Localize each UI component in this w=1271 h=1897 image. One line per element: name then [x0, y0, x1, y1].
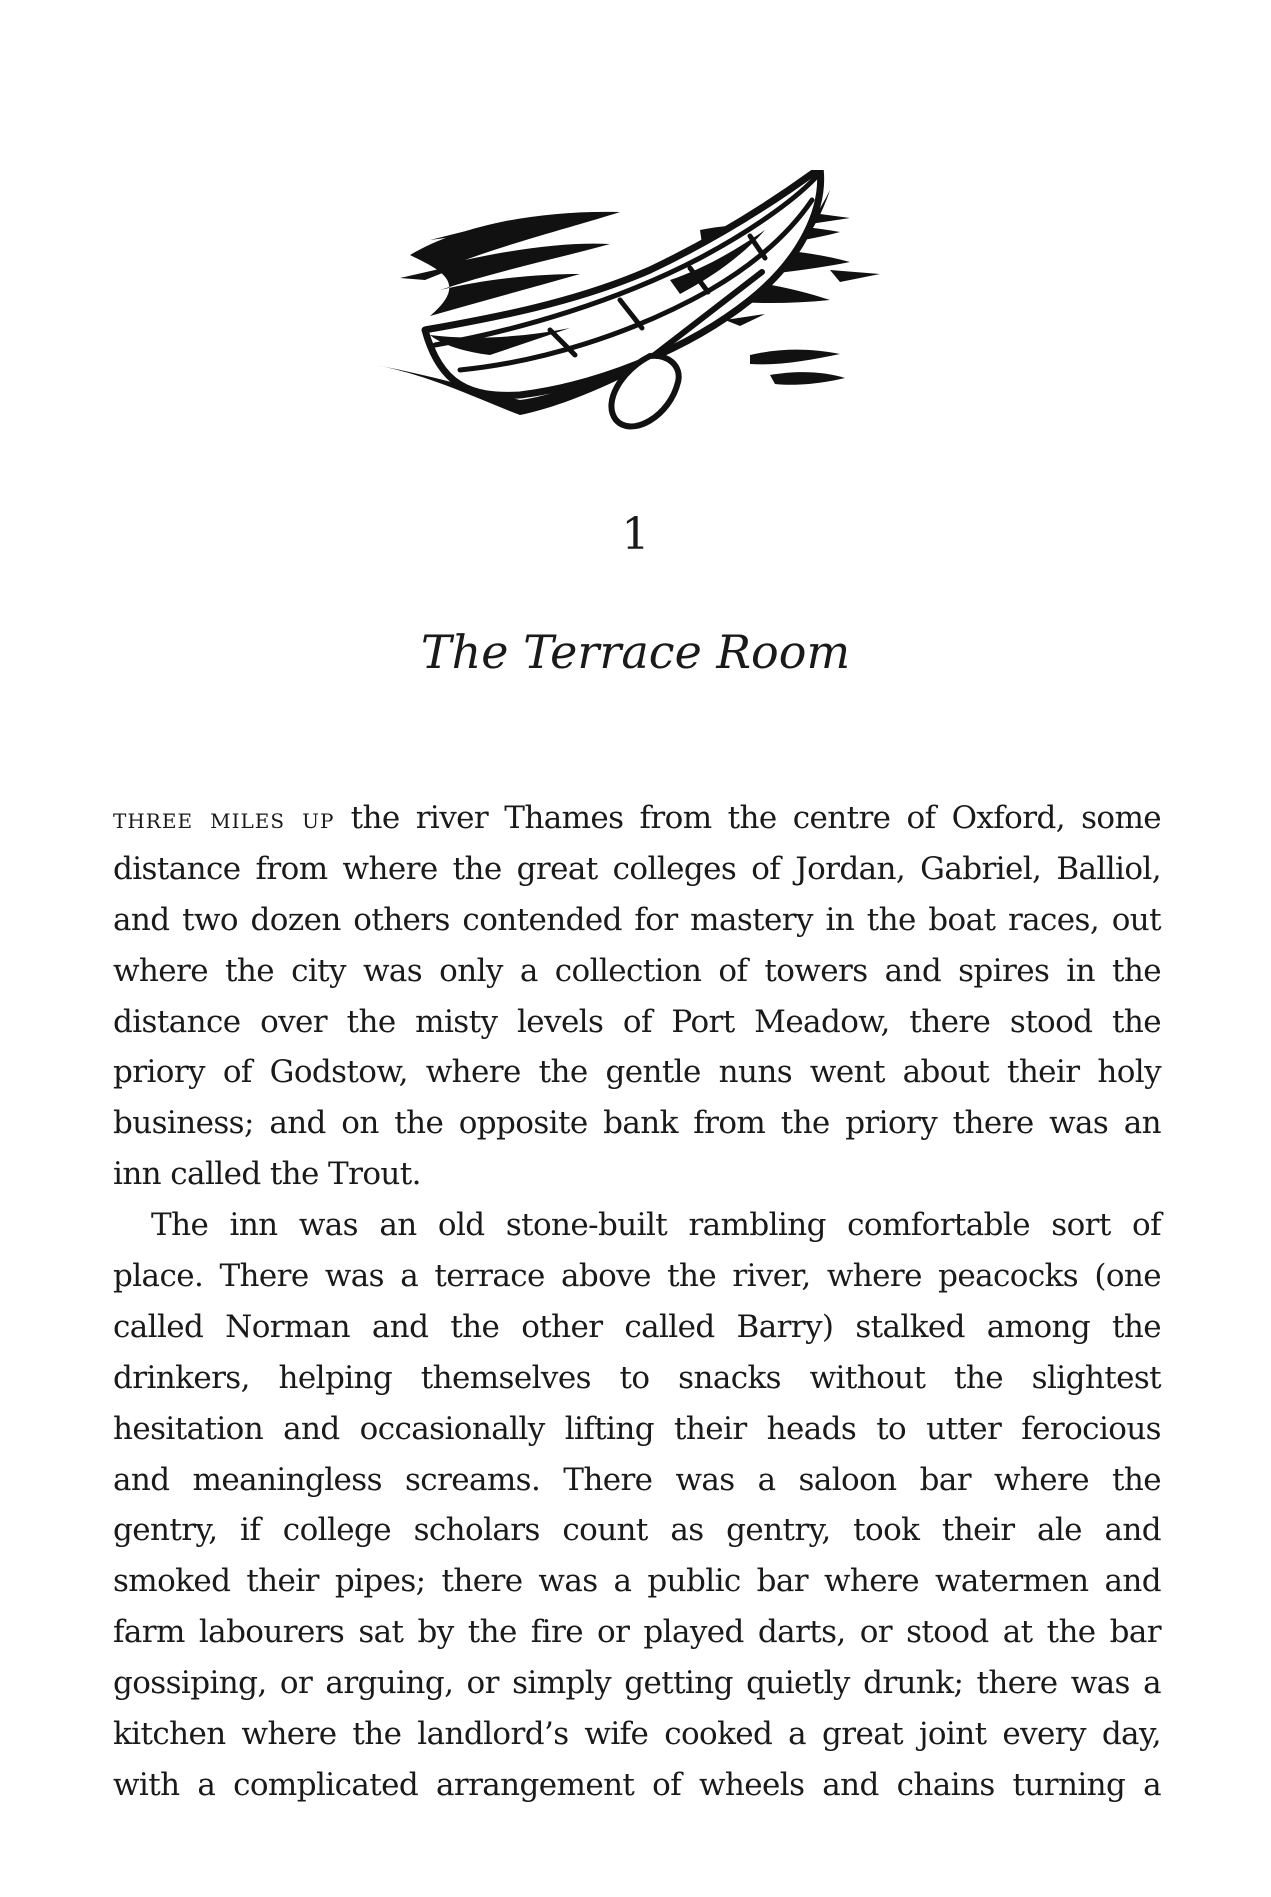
text-line: and meaningless screams. There was a saloon bar where the [113, 1461, 1161, 1498]
text-line: gossiping, or arguing, or simply getting quietly drunk; there was a [113, 1665, 1161, 1702]
text-line [113, 793, 1161, 844]
chapter-number: 1 [621, 509, 650, 560]
text-line: and two dozen others contended for mastery in the boat races, out [113, 901, 1161, 938]
text-line: farm labourers sat by the fire or played darts, or stood at the bar [113, 1614, 1161, 1651]
text-line: The inn was an old stone-built rambling comfortable sort of [151, 1207, 1161, 1244]
text-line: smoked their pipes; there was a public bar where watermen and [113, 1563, 1161, 1600]
text-line: distance from where the great colleges of Jordan, Gabriel, Balliol, [113, 850, 1161, 887]
chapter-title: The Terrace Room [420, 625, 851, 679]
text-line: called Norman and the other called Barry) stalked among the [113, 1308, 1161, 1345]
text-line: hesitation and occasionally lifting their heads to utter ferocious [113, 1410, 1161, 1447]
text-line: with a complicated arrangement of wheels and chains turning a [113, 1766, 1161, 1803]
text-line: kitchen where the landlord’s wife cooked a great joint every day, [113, 1716, 1161, 1753]
canoe-with-paddle-woodcut-icon [370, 170, 900, 440]
text-line: business; and on the opposite bank from the priory there was an [113, 1105, 1161, 1142]
opening-small-caps: three miles up [113, 801, 335, 835]
text-line: gentry, if college scholars count as gentry, took their ale and [113, 1512, 1161, 1549]
text-line: drinkers, helping themselves to snacks without the slightest [113, 1359, 1161, 1396]
text-line: place. There was a terrace above the river, where peacocks (one [113, 1258, 1161, 1295]
text-line-content: the river Thames from the centre of Oxford, some [350, 800, 1161, 836]
text-line: distance over the misty levels of Port Meadow, there stood the [113, 1003, 1161, 1040]
text-line: inn called the Trout. [113, 1156, 421, 1193]
chapter-body [113, 793, 1161, 1811]
text-line: where the city was only a collection of towers and spires in the [113, 952, 1161, 989]
text-line: priory of Godstow, where the gentle nuns went about their holy [113, 1054, 1161, 1091]
